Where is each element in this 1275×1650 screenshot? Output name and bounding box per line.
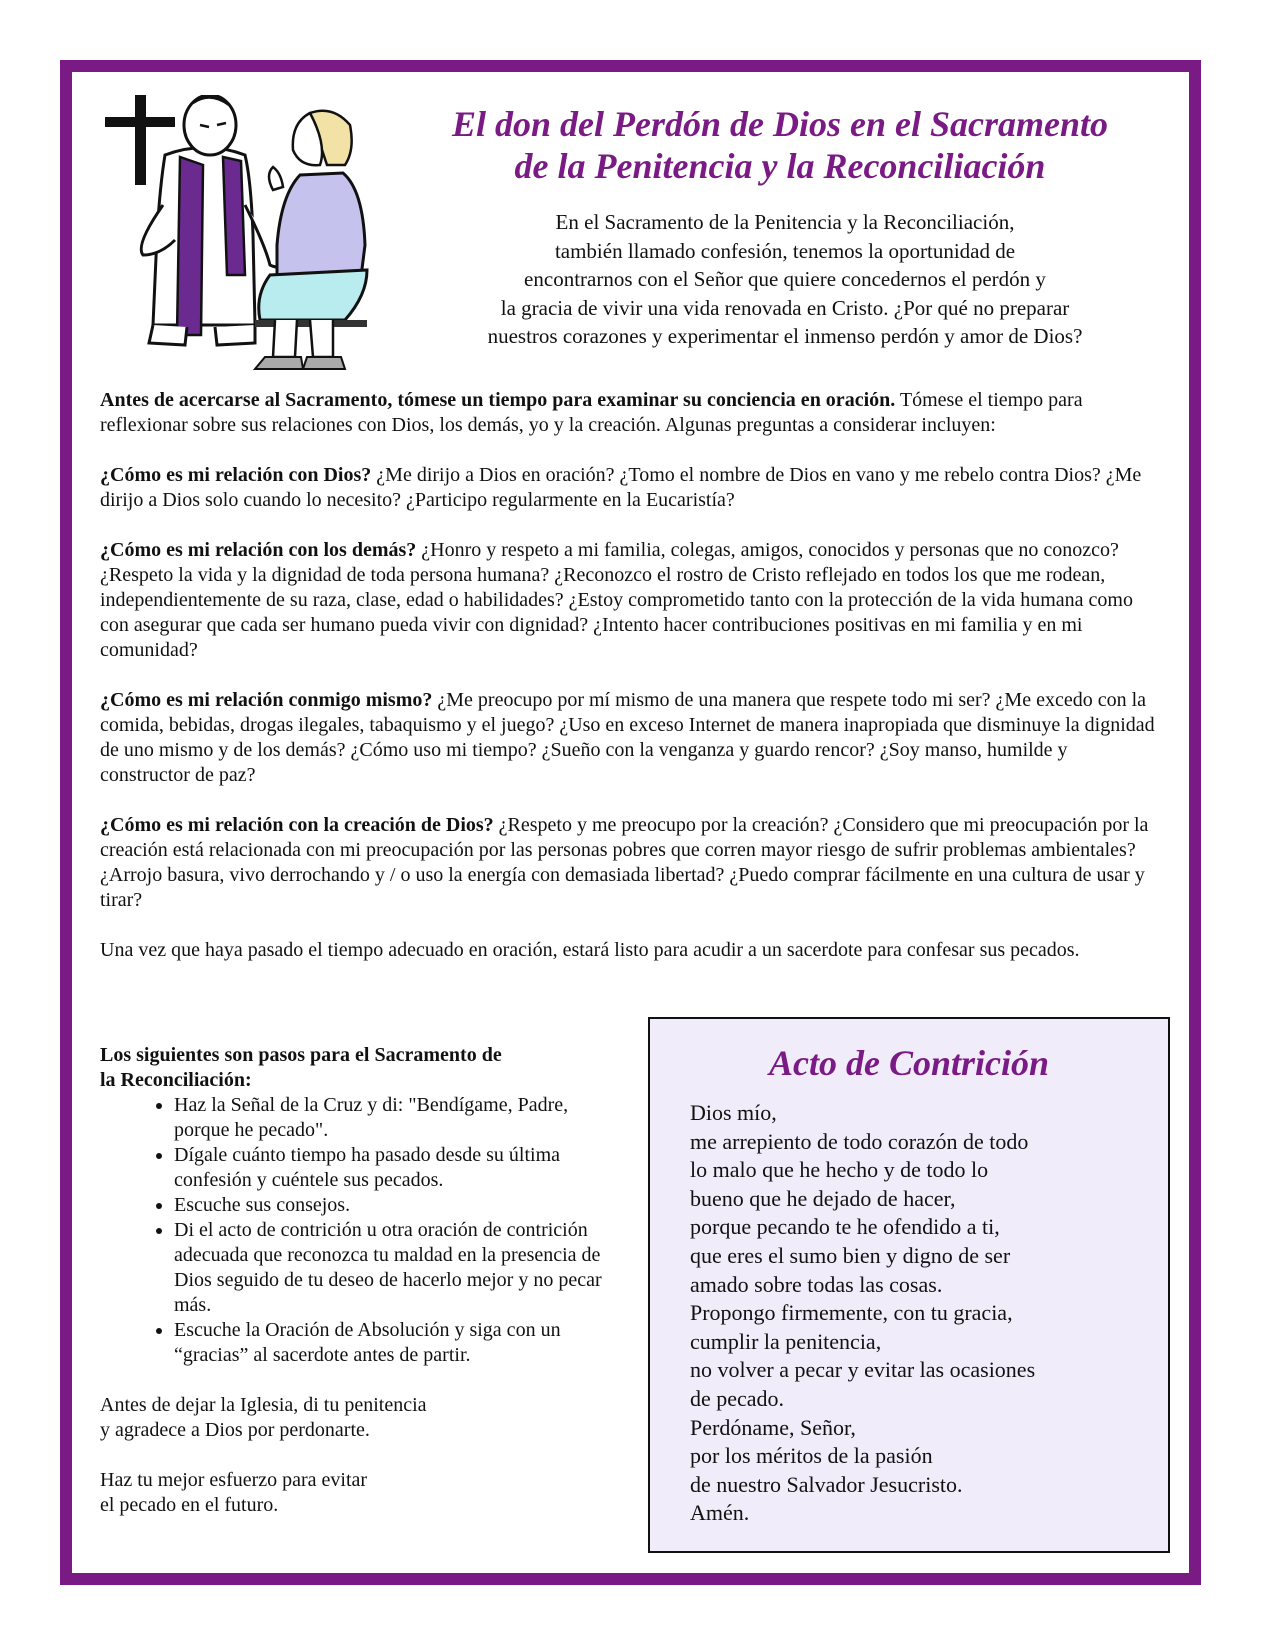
intro-line: En el Sacramento de la Penitencia y la Reconciliación,: [555, 210, 1015, 234]
question-creation: ¿Cómo es mi relación con la creación de Dios? ¿Respeto y me preocupo por la creación? ¿Considero que mi preocupación por la creación está relacionada con mi preocupación por las personas pobres que corren mayor riesgo de sufrir problemas ambientales? ¿Arrojo basura, vivo derrochando y / o uso la energía con demasiada libertad? ¿Puedo comprar fácilmente en una cultura de usar y tirar?: [100, 814, 1149, 911]
prayer-line: lo malo que he hecho y de todo lo: [690, 1157, 989, 1183]
ready-paragraph: Una vez que haya pasado el tiempo adecuado en oración, estará listo para acudir a un sacerdote para confesar sus pecados.: [100, 939, 1080, 961]
prayer-line: me arrepiento de todo corazón de todo: [690, 1128, 1029, 1154]
prayer-line: de nuestro Salvador Jesucristo.: [690, 1471, 963, 1497]
list-item: • Escuche sus consejos.: [174, 1193, 620, 1218]
confession-steps: [100, 1043, 620, 1543]
prayer-line: Perdóname, Señor,: [690, 1414, 856, 1440]
title-line: de la Penitencia y la Reconciliación: [514, 146, 1046, 186]
prayer-line: no volver a pecar y evitar las ocasiones: [690, 1357, 1036, 1383]
prayer-line: por los méritos de la pasión: [690, 1443, 933, 1469]
intro-line: la gracia de vivir una vida renovada en Cristo. ¿Por qué no preparar: [500, 295, 1070, 320]
page-title: [400, 103, 1160, 187]
intro-paragraph: [410, 208, 1160, 351]
list-item: • Dígale cuánto tiempo ha pasado desde su última confesión y cuéntele sus pecados.: [174, 1143, 620, 1193]
question-god: ¿Cómo es mi relación con Dios? ¿Me dirijo a Dios en oración? ¿Tomo el nombre de Dios en vano y me rebelo contra Dios? ¿Me dirijo a Dios solo cuando lo necesito? ¿Participo regularmente en la Eucaristía?: [100, 464, 1142, 511]
closing-notes: [100, 1393, 620, 1518]
list-item: • Haz la Señal de la Cruz y di: "Bendígame, Padre, porque he pecado".: [174, 1093, 620, 1143]
prayer-line: Propongo firmemente, con tu gracia,: [690, 1300, 1013, 1326]
prayer-line: de pecado.: [690, 1385, 785, 1411]
intro-line: encontrarnos con el Señor que quiere concedernos el perdón y: [524, 267, 1046, 291]
confession-illustration: [105, 95, 385, 375]
penance-note: Antes de dejar la Iglesia, di tu penitencia y agradece a Dios por perdonarte.: [100, 1394, 427, 1441]
contrition-title: Acto de Contrición: [768, 1043, 1050, 1083]
question-others: ¿Cómo es mi relación con los demás? ¿Honro y respeto a mi familia, colegas, amigos, conocidos y personas que no conozco? ¿Respeto la vida y la dignidad de toda persona humana? ¿Reconozco el rostro de Cristo reflejado en todos los que me rodean, independientemente de su raza, clase, edad o habilidades? ¿Estoy comprometido tanto con la protección de la vida humana como con asegurar que cada ser humano pueda vivir con dignidad? ¿Intento hacer contribuciones positivas en mi familia y en mi comunidad?: [100, 539, 1133, 661]
steps-heading: Los siguientes son pasos para el Sacramento de la Reconciliación:: [100, 1044, 502, 1091]
avoid-sin-note: Haz tu mejor esfuerzo para evitar el pecado en el futuro.: [100, 1469, 368, 1516]
examination-intro: Antes de acercarse al Sacramento, tómese un tiempo para examinar su conciencia en oración. Tómese el tiempo para reflexionar sobre sus relaciones con Dios, los demás, yo y la creación. Algunas preguntas a considerar incluyen:: [100, 389, 1083, 436]
prayer-line: bueno que he dejado de hacer,: [690, 1185, 956, 1211]
contrition-prayer: [690, 1099, 1035, 1528]
prayer-line: amado sobre todas las cosas.: [690, 1271, 943, 1297]
steps-list: [100, 1093, 620, 1368]
prayer-line: que eres el sumo bien y digno de ser: [690, 1242, 1011, 1268]
act-of-contrition-box: [648, 1017, 1170, 1553]
prayer-line: cumplir la penitencia,: [690, 1328, 882, 1354]
list-item: • Escuche la Oración de Absolución y siga con un “gracias” al sacerdote antes de partir.: [174, 1318, 620, 1368]
examination-section: [100, 388, 1160, 988]
question-self: ¿Cómo es mi relación conmigo mismo? ¿Me preocupo por mí mismo de una manera que respete todo mi ser? ¿Me excedo con la comida, bebidas, drogas ilegales, tabaquismo y el juego? ¿Uso en exceso Internet de manera inapropiada que disminuye la dignidad de uno mismo y de los demás? ¿Cómo uso mi tiempo? ¿Sueño con la venganza y guardo rencor? ¿Soy manso, humilde y constructor de paz?: [100, 689, 1155, 786]
intro-line: nuestros corazones y experimentar el inmenso perdón y amor de Dios?: [487, 324, 1083, 348]
title-line: El don del Perdón de Dios en el Sacramento: [452, 104, 1108, 144]
list-item: • Di el acto de contrición u otra oración de contrición adecuada que reconozca tu maldad en la presencia de Dios seguido de tu deseo de hacerlo mejor y no pecar más.: [174, 1218, 620, 1318]
intro-line: también llamado confesión, tenemos la oportunidad de: [554, 238, 1016, 263]
prayer-line: Amén.: [690, 1500, 750, 1526]
prayer-line: porque pecando te he ofendido a ti,: [690, 1214, 1000, 1240]
prayer-line: Dios mío,: [690, 1100, 777, 1125]
